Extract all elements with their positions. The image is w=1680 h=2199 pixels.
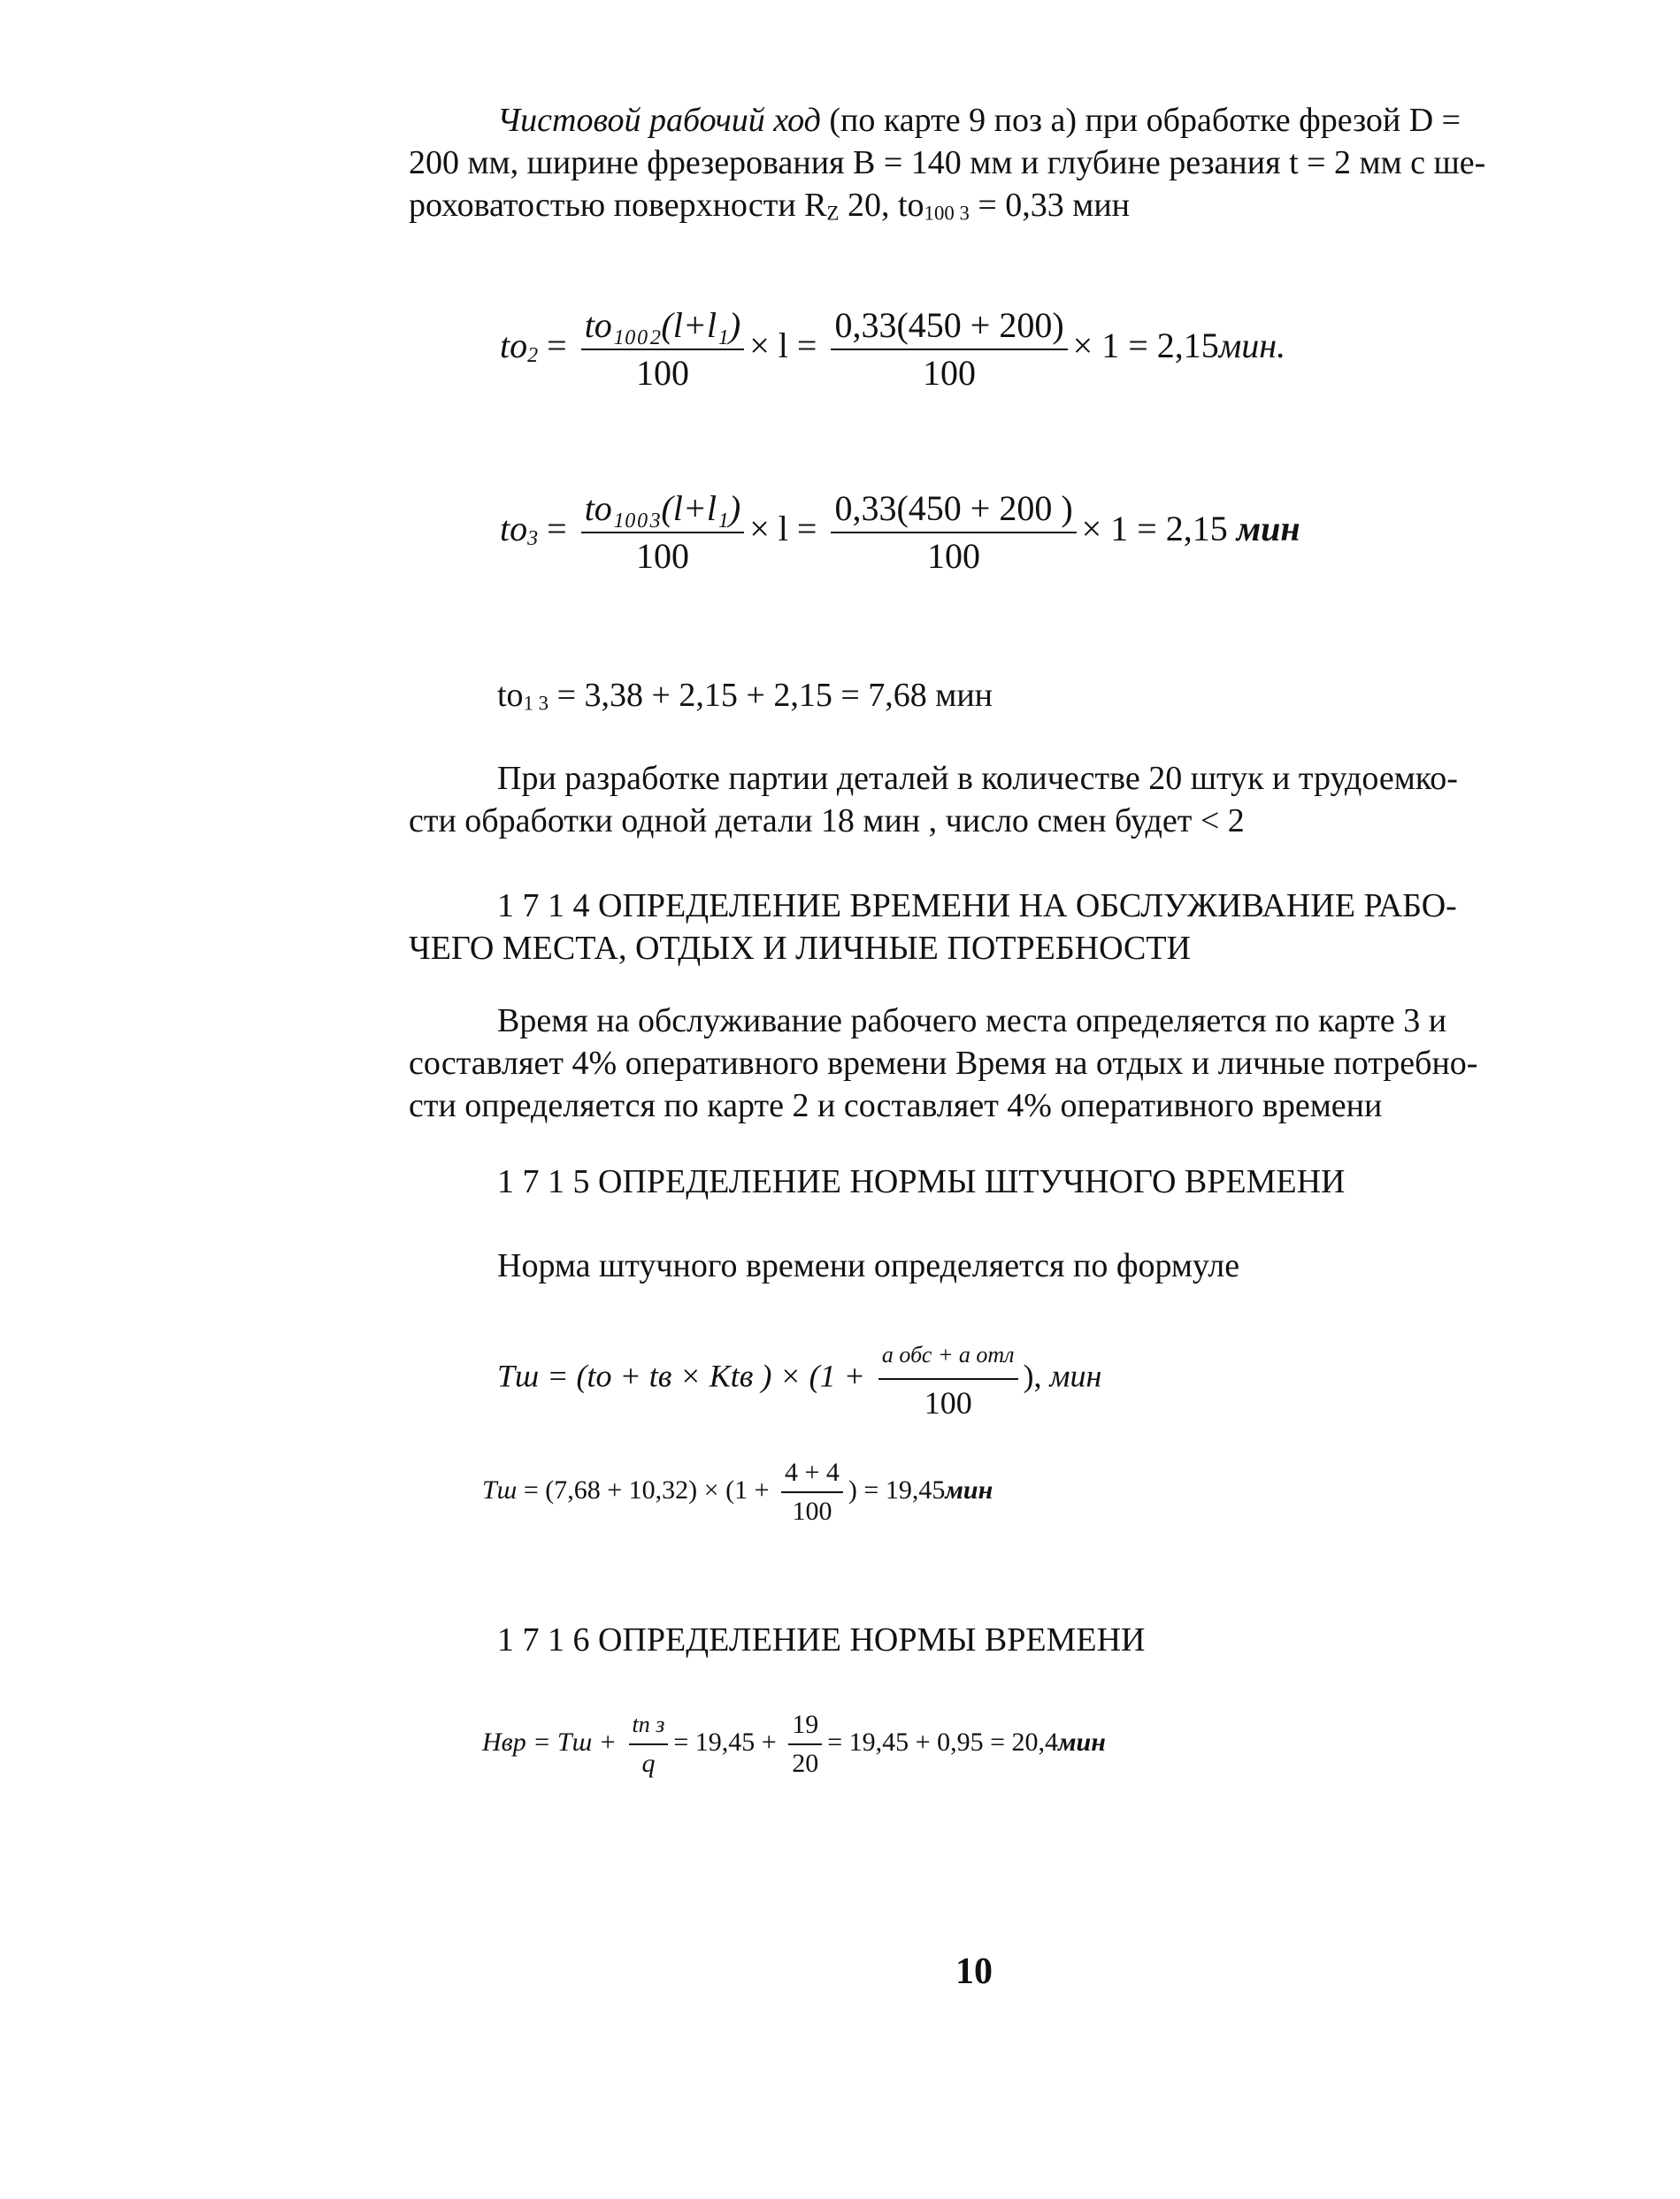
heading-1714-line1: 1 7 1 4 ОПРЕДЕЛЕНИЕ ВРЕМЕНИ НА ОБСЛУЖИВАНИЕ РАБО- bbox=[497, 887, 1457, 924]
intro-line3-sub2: 100 3 bbox=[924, 202, 970, 225]
formula-to3-num1: to₁₀₀₃(l+l₁) bbox=[581, 491, 745, 533]
formula-nvr-tail: = 19,45 + 0,95 = 20,4 bbox=[827, 1727, 1058, 1757]
formula-to2-num2: 0,33(450 + 200) bbox=[831, 308, 1067, 350]
service-line2: составляет 4% оперативного времени Время на отдых и личные потребно- bbox=[409, 1045, 1478, 1082]
formula-to3-den2: 100 bbox=[927, 536, 981, 576]
formula-tsh-den: 100 bbox=[792, 1497, 832, 1526]
norm-intro: Норма штучного времени определяется по формуле bbox=[497, 1247, 1240, 1284]
formula-to2-num1: to₁₀₀₂(l+l₁) bbox=[581, 308, 745, 350]
formula-nvr-num1: tп з bbox=[629, 1712, 669, 1745]
formula-nvr-den1: q bbox=[641, 1749, 656, 1778]
formula-to2-den2: 100 bbox=[923, 353, 977, 393]
formula-to3-fraction2 bbox=[831, 488, 1076, 576]
formula-to3-lhs-sub: 3 bbox=[527, 526, 539, 550]
formula-to3-tail: × 1 = 2,15 bbox=[1081, 509, 1228, 549]
formula-to3: to3 = $\frac{\text{to₁₀₀₃(l+l₁)}}{100}$ × l = $\frac{0,33(450 + 200 )}{100}$ × 1 = 2,15 мин bbox=[500, 488, 1300, 576]
formula-general-lhs: Tш = bbox=[497, 1358, 569, 1394]
heading-1714-line2: ЧЕГО МЕСТА, ОТДЫХ И ЛИЧНЫЕ ПОТРЕБНОСТИ bbox=[409, 930, 1192, 967]
intro-line3-b: 20, to bbox=[839, 187, 924, 224]
formula-general-unit: мин bbox=[1049, 1358, 1102, 1394]
heading-1716: 1 7 1 6 ОПРЕДЕЛЕНИЕ НОРМЫ ВРЕМЕНИ bbox=[497, 1621, 1146, 1659]
formula-tsh-mid: = (7,68 + 10,32) × (1 + bbox=[517, 1475, 770, 1505]
batch-line1: При разработке партии деталей в количестве 20 штук и трудоемко- bbox=[497, 760, 1458, 797]
formula-to3-num2: 0,33(450 + 200 ) bbox=[831, 491, 1076, 533]
formula-nvr-unit: мин bbox=[1058, 1727, 1106, 1757]
formula-general-fraction bbox=[878, 1337, 1018, 1421]
intro-line3-sub1: Z bbox=[826, 202, 840, 225]
formula-to2-unit: мин. bbox=[1218, 326, 1286, 366]
formula-general-tail: ), bbox=[1023, 1358, 1042, 1394]
batch-line2: сти обработки одной детали 18 мин , число смен будет < 2 bbox=[409, 802, 1245, 839]
service-paragraph bbox=[409, 1000, 1559, 1127]
intro-line3-a: роховатостью поверхности R bbox=[409, 187, 827, 224]
formula-general-mid: (to + tв × Ktв ) × (1 + bbox=[576, 1358, 865, 1394]
formula-nvr-den2: 20 bbox=[792, 1749, 819, 1778]
formula-to2-lhs: to bbox=[500, 326, 528, 366]
formula-to2-lhs-sub: 2 bbox=[527, 343, 539, 367]
formula-nvr-lhs: Hвр = Tш + bbox=[482, 1727, 618, 1757]
intro-italic-lead: Чистовой рабочий ход bbox=[497, 102, 821, 139]
intro-line2: 200 мм, ширине фрезерования В = 140 мм и глубине резания t = 2 мм с ше- bbox=[409, 144, 1486, 181]
formula-to3-fraction1 bbox=[581, 488, 745, 576]
service-line3: сти определяется по карте 2 и составляет 4% оперативного времени bbox=[409, 1087, 1383, 1124]
sum-line-pre: to bbox=[497, 677, 524, 714]
formula-tsh-tail: ) = 19,45 bbox=[848, 1475, 946, 1505]
batch-paragraph bbox=[409, 757, 1559, 842]
formula-tsh-lhs: Tш bbox=[482, 1475, 518, 1505]
formula-to2-den1: 100 bbox=[635, 353, 689, 393]
intro-paragraph bbox=[409, 99, 1559, 235]
page-number: 10 bbox=[955, 1951, 993, 1992]
formula-to2-mult: × l = bbox=[749, 326, 817, 366]
formula-to3-den1: 100 bbox=[635, 536, 689, 576]
formula-to2-fraction1 bbox=[581, 305, 745, 393]
formula-general-num: a обс + a отл bbox=[878, 1337, 1018, 1380]
formula-tsh-unit: мин bbox=[945, 1475, 993, 1505]
formula-to2: to2 = $\frac{\text{to₁₀₀₂(l+l₁)}}{100}$ × l = $\frac{0,33(450 + 200)}{100}$ × 1 = 2,15мин. bbox=[500, 305, 1286, 393]
sum-line bbox=[497, 674, 993, 725]
formula-nvr-fraction2 bbox=[788, 1712, 822, 1777]
formula-tsh bbox=[482, 1460, 993, 1525]
formula-tsh-num: 4 + 4 bbox=[781, 1460, 843, 1493]
sum-line-rest: = 3,38 + 2,15 + 2,15 = 7,68 мин bbox=[548, 677, 993, 714]
formula-to3-lhs: to bbox=[500, 509, 528, 549]
formula-nvr-num2: 19 bbox=[788, 1712, 822, 1745]
formula-nvr-mid: = 19,45 + bbox=[673, 1727, 777, 1757]
heading-1714 bbox=[409, 885, 1559, 969]
sum-line-sub: 1 3 bbox=[523, 692, 549, 715]
heading-1715: 1 7 1 5 ОПРЕДЕЛЕНИЕ НОРМЫ ШТУЧНОГО ВРЕМЕНИ bbox=[497, 1163, 1346, 1200]
formula-nvr-fraction1 bbox=[629, 1712, 669, 1777]
service-line1: Время на обслуживание рабочего места определяется по карте 3 и bbox=[497, 1002, 1447, 1039]
intro-line3-c: = 0,33 мин bbox=[969, 187, 1130, 224]
formula-general-den: 100 bbox=[924, 1385, 972, 1421]
formula-to3-mult: × l = bbox=[749, 509, 817, 549]
formula-nvr bbox=[482, 1712, 1106, 1777]
formula-tsh-fraction bbox=[781, 1460, 843, 1525]
formula-general bbox=[497, 1337, 1101, 1421]
formula-to2-fraction2 bbox=[831, 305, 1067, 393]
formula-to3-unit: мин bbox=[1236, 509, 1300, 549]
intro-line1-rest: (по карте 9 поз а) при обработке фрезой D = bbox=[820, 102, 1461, 139]
formula-to2-tail: × 1 = 2,15 bbox=[1072, 326, 1219, 366]
